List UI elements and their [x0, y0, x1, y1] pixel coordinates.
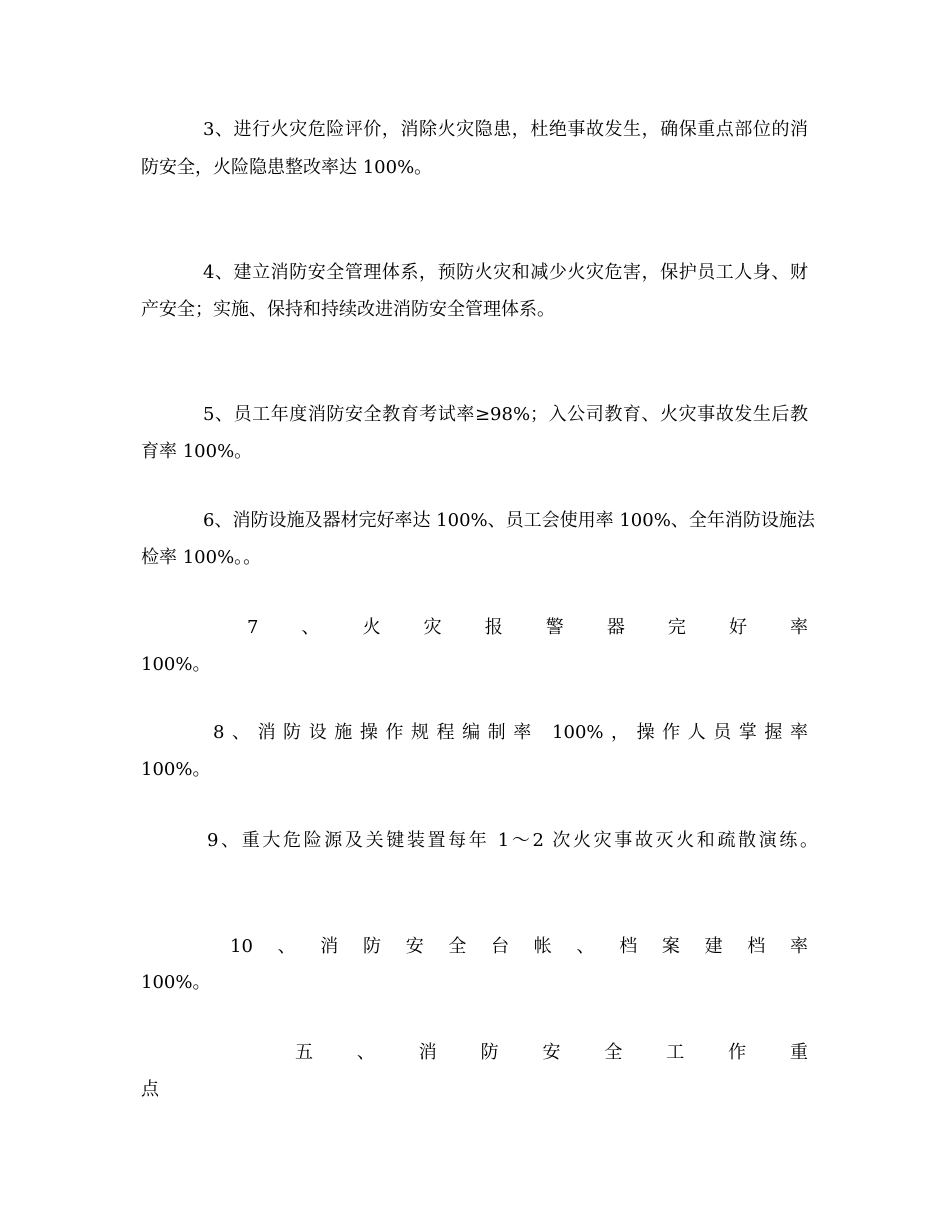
paragraph-line: 检率 100%。。: [141, 547, 262, 568]
paragraph-line: 7、火灾报警器完好率: [247, 617, 808, 638]
paragraph-line: 育率 100%。: [141, 441, 253, 462]
heading-line: 五、消防安全工作重: [295, 1042, 808, 1063]
paragraph-line: 10、消防安全台帐、档案建档率: [230, 936, 808, 957]
paragraph-line: 5、员工年度消防安全教育考试率≥98%；入公司教育、火灾事故发生后教: [203, 404, 808, 425]
paragraph-line: 4、建立消防安全管理体系，预防火灾和减少火灾危害，保护员工人身、财: [203, 262, 808, 283]
paragraph-line: 6、消防设施及器材完好率达 100%、员工会使用率 100%、全年消防设施法: [203, 510, 815, 531]
heading-line: 点: [141, 1079, 159, 1100]
paragraph-line: 产安全；实施、保持和持续改进消防安全管理体系。: [141, 299, 555, 320]
paragraph-line: 3、进行火灾危险评价，消除火灾隐患，杜绝事故发生，确保重点部位的消: [203, 119, 808, 140]
paragraph-line: 9、重大危险源及关键装置每年 1～2 次火灾事故灭火和疏散演练。: [207, 830, 819, 851]
paragraph-line: 8、消防设施操作规程编制率 100%，操作人员掌握率: [213, 722, 808, 743]
paragraph-line: 100%。: [141, 654, 211, 675]
paragraph-line: 防安全，火险隐患整改率达 100%。: [141, 157, 433, 178]
paragraph-line: 100%。: [141, 759, 211, 780]
paragraph-line: 100%。: [141, 972, 211, 993]
